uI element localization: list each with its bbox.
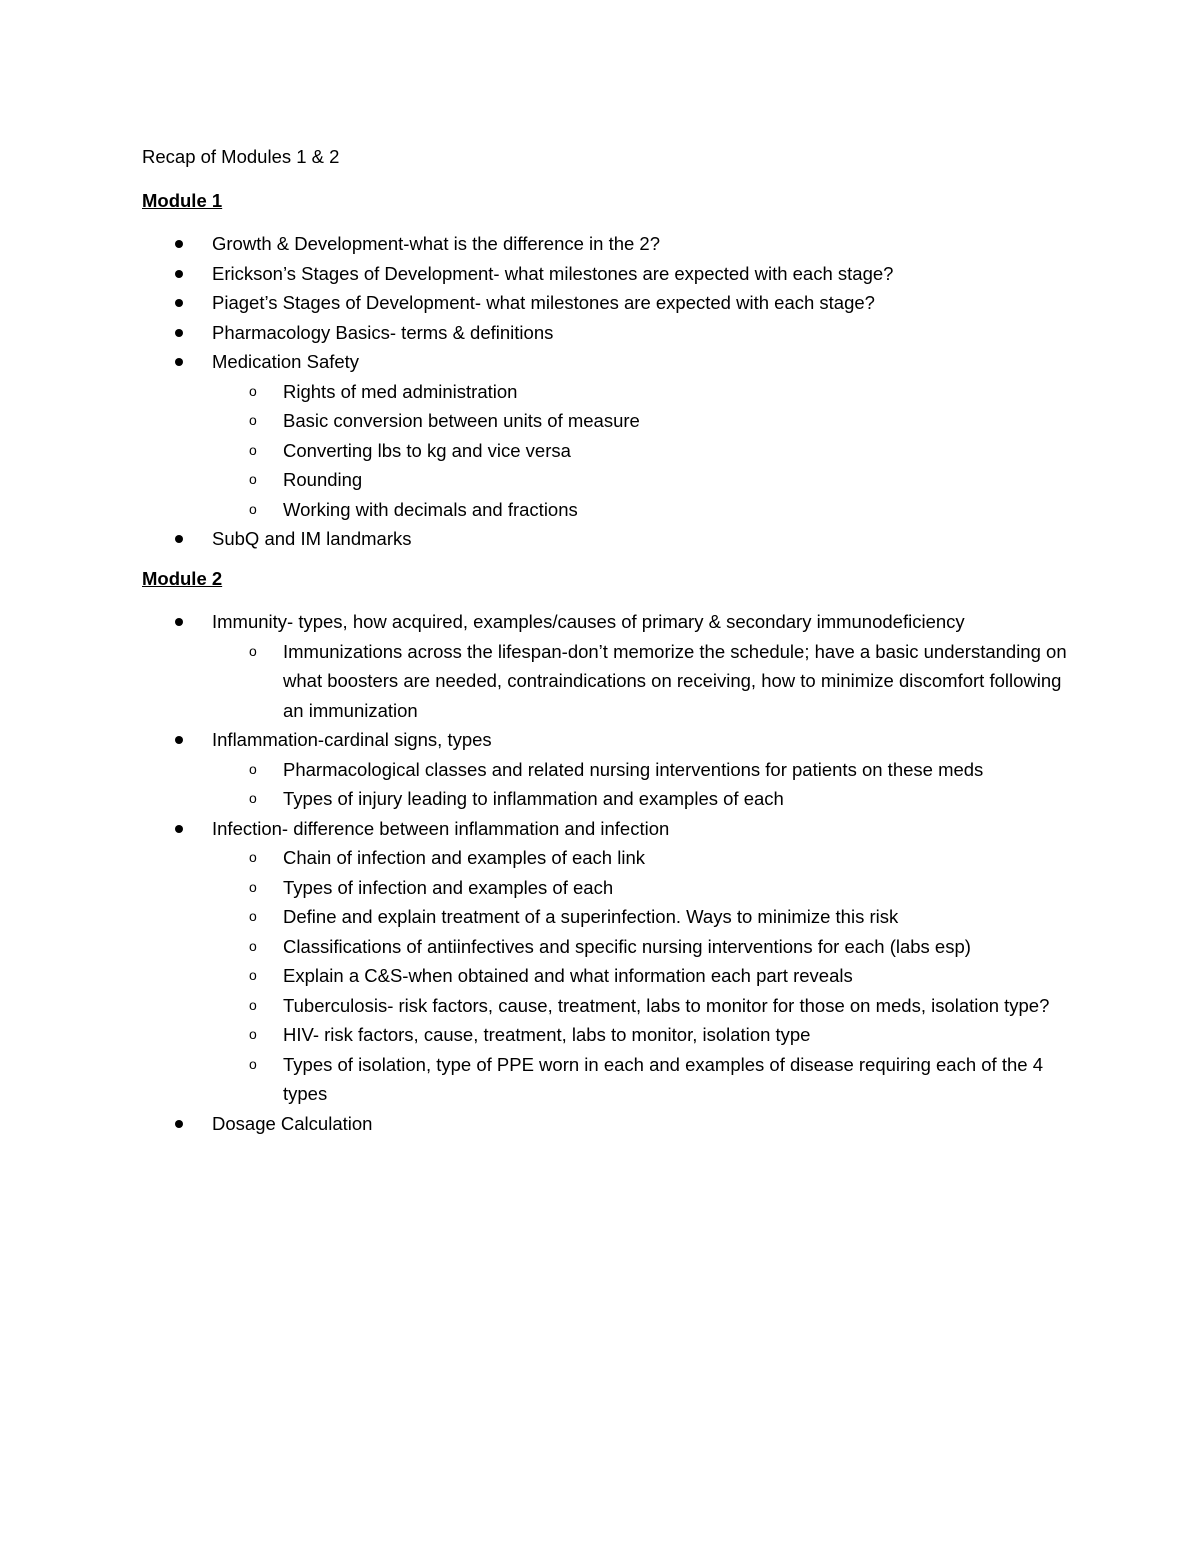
- circle-bullet-icon: o: [249, 937, 257, 954]
- sub-list-item-text: Explain a C&S-when obtained and what information each part reveals: [283, 965, 853, 986]
- list-item: [0, 259, 1072, 289]
- sub-list-item: [0, 637, 1073, 726]
- sub-list-item-text: Immunizations across the lifespan-don’t memorize the schedule; have a basic understanding on what boosters are needed, contraindications on receiving, how to minimize discomfort following an immunization: [283, 640, 1067, 721]
- list-item: [0, 607, 1072, 637]
- bullet-icon: [175, 270, 183, 278]
- sub-list-item-text: Types of isolation, type of PPE worn in each and examples of disease requiring each of the 4 types: [283, 1053, 1043, 1104]
- bullet-icon: [175, 299, 183, 307]
- bullet-icon: [175, 358, 183, 366]
- sub-list-item: [0, 377, 1073, 407]
- bullet-icon: [175, 618, 183, 626]
- sub-list-item-text: HIV- risk factors, cause, treatment, labs to monitor, isolation type: [283, 1024, 811, 1045]
- bullet-icon: [175, 825, 183, 833]
- list-item: [0, 1109, 1072, 1139]
- circle-bullet-icon: o: [249, 1026, 257, 1042]
- sub-list-item-text: Basic conversion between units of measure: [283, 410, 640, 431]
- sub-list-item: [0, 406, 1073, 436]
- circle-bullet-icon: o: [249, 500, 257, 517]
- sub-list-item: [0, 961, 1073, 991]
- sub-list-item-text: Converting lbs to kg and vice versa: [283, 439, 571, 461]
- sub-list-item-text: Types of injury leading to inflammation and examples of each: [283, 788, 784, 809]
- sub-list-item: [0, 495, 1073, 525]
- sub-list-item: [0, 1050, 1073, 1109]
- list-item: [0, 318, 1072, 348]
- sub-list-item-text: Define and explain treatment of a superinfection. Ways to minimize this risk: [283, 906, 899, 927]
- sub-list-item-text: Tuberculosis- risk factors, cause, treatment, labs to monitor for those on meds, isolation type?: [283, 994, 1050, 1016]
- sub-list-item: [0, 784, 1073, 814]
- list-item: [0, 288, 1072, 318]
- sub-list-item-text: Rights of med administration: [283, 380, 518, 402]
- circle-bullet-icon: o: [249, 441, 257, 458]
- list-item: [0, 229, 1072, 259]
- module-1-heading: Module 1: [142, 190, 223, 211]
- list-item-text: Dosage Calculation: [212, 1112, 373, 1134]
- list-item-text: Medication Safety: [212, 351, 360, 372]
- circle-bullet-icon: o: [249, 412, 257, 428]
- module-2-list: [0, 607, 1073, 1138]
- list-item-text: Pharmacology Basics- terms & definitions: [212, 321, 554, 343]
- sub-list-item: [0, 873, 1073, 903]
- bullet-icon: [175, 535, 183, 543]
- circle-bullet-icon: o: [249, 849, 257, 865]
- module-1-list: [0, 229, 1073, 554]
- circle-bullet-icon: o: [249, 471, 257, 487]
- sub-list-item-text: Rounding: [283, 469, 363, 490]
- bullet-icon: [175, 1120, 183, 1128]
- list-item-text: Inflammation-cardinal signs, types: [212, 729, 492, 750]
- sub-list-item-text: Chain of infection and examples of each link: [283, 847, 645, 868]
- circle-bullet-icon: o: [249, 382, 257, 399]
- list-item: [0, 347, 1072, 377]
- circle-bullet-icon: o: [249, 760, 257, 777]
- circle-bullet-icon: o: [249, 967, 257, 983]
- sub-list-item: [0, 436, 1073, 466]
- sub-list-item: [0, 902, 1073, 932]
- sub-list-item: [0, 932, 1073, 962]
- sub-list-item: [0, 991, 1073, 1021]
- circle-bullet-icon: o: [249, 790, 257, 806]
- bullet-icon: [175, 329, 183, 337]
- circle-bullet-icon: o: [249, 642, 257, 659]
- list-item-text: Growth & Development-what is the difference in the 2?: [212, 233, 661, 254]
- bullet-icon: [175, 240, 183, 248]
- bullet-icon: [175, 736, 183, 744]
- sub-list-item-text: Types of infection and examples of each: [283, 876, 614, 898]
- list-item: [0, 725, 1072, 755]
- list-item: [0, 814, 1072, 844]
- document-title: Recap of Modules 1 & 2: [142, 146, 340, 167]
- list-item-text: Erickson’s Stages of Development- what milestones are expected with each stage?: [212, 262, 894, 284]
- list-item-text: Immunity- types, how acquired, examples/causes of primary & secondary immunodeficiency: [212, 611, 965, 632]
- sub-list-item-text: Pharmacological classes and related nursing interventions for patients on these meds: [283, 758, 984, 780]
- sub-list-item: [0, 465, 1073, 495]
- list-item-text: Piaget’s Stages of Development- what milestones are expected with each stage?: [212, 292, 875, 313]
- sub-list-item: [0, 1020, 1073, 1050]
- list-item: [0, 524, 1072, 554]
- circle-bullet-icon: o: [249, 1055, 257, 1072]
- module-2-heading: Module 2: [142, 568, 223, 589]
- circle-bullet-icon: o: [249, 878, 257, 895]
- sub-list-item-text: Working with decimals and fractions: [283, 498, 578, 520]
- sub-list-item: [0, 755, 1073, 785]
- circle-bullet-icon: o: [249, 908, 257, 924]
- list-item-text: SubQ and IM landmarks: [212, 528, 412, 549]
- circle-bullet-icon: o: [249, 996, 257, 1013]
- sub-list-item-text: Classifications of antiinfectives and specific nursing interventions for each (labs esp): [283, 935, 971, 957]
- sub-list-item: [0, 843, 1073, 873]
- list-item-text: Infection- difference between inflammation and infection: [212, 817, 670, 839]
